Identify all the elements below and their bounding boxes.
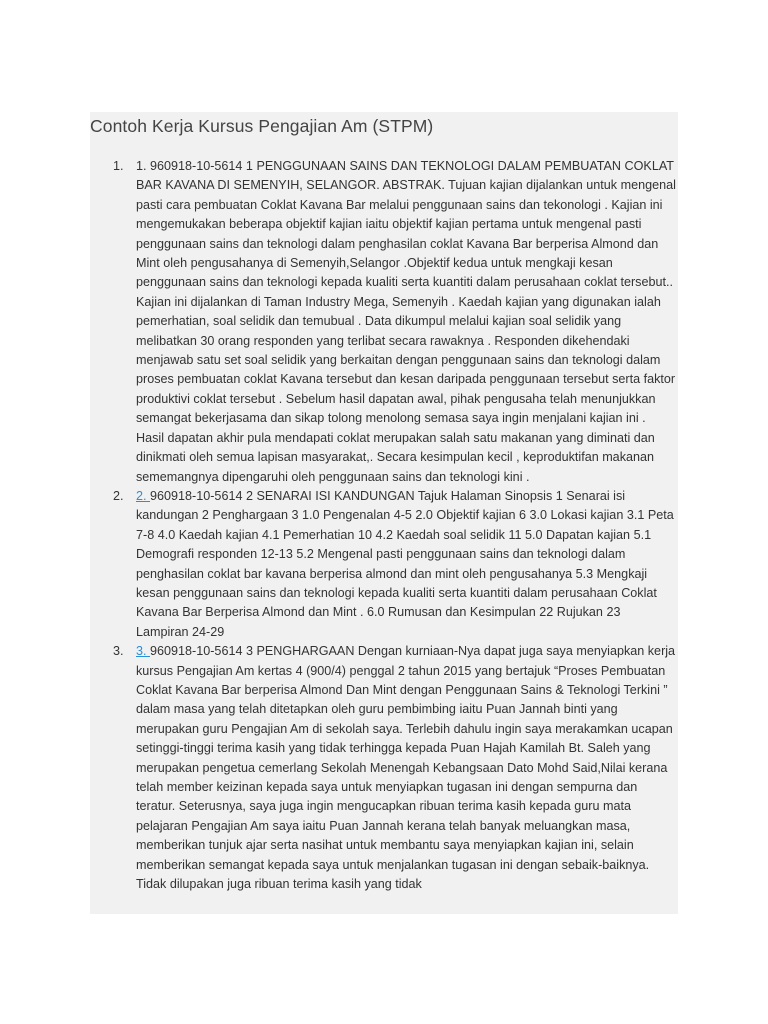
list-item-text: 1. 960918-10-5614 1 PENGGUNAAN SAINS DAN TEKNOLOGI DALAM PEMBUATAN COKLAT BAR KAVANA DI SEMENYIH, SELANGOR. ABSTRAK. Tujuan kajian dijalankan untuk mengenal pasti cara pembuatan Coklat Kavana Bar melalui penggunaan sains dan tekonologi . Kajian ini mengemukakan beberapa objektif kajian iaitu objektif kajian pertama untuk mengenal pasti penggunaan sains dan teknologi dalam penghasilan coklat Kavana Bar berperisa Almond dan Mint oleh pengusahanya di Semenyih,Selangor .Objektif kedua untuk mengkaji kesan penggunaan sains dan teknologi kepada kualiti serta kuantiti dalam perusahaan coklat tersebut.. Kajian ini dijalankan di Taman Industry Mega, Semenyih . Kaedah kajian yang digunakan ialah pemerhatian, soal selidik dan temubual . Data dikumpul melalui kajian soal selidik yang melibatkan 30 orang responden yang terlibat secara rawaknya . Responden dikehendaki menjawab satu set soal selidik yang berkaitan dengan penggunaan sains dan teknologi dalam proses pembuatan coklat Kavana tersebut dan kesan daripada penggunaan tersebut serta faktor produktivi coklat tersebut . Sebelum hasil dapatan awal, pihak pengusaha telah menunjukkan semangat bekerjasama dan sikap tolong menolong semasa saya ingin menjalani kajian ini . Hasil dapatan akhir pula mendapati coklat merupakan salah satu makanan yang diminati dan dinikmati oleh semua lapisan masyarakat,. Secara kesimpulan kecil , keproduktifan makanan sememangnya dipengaruhi oleh penggunaan sains dan teknologi kini . [136, 159, 676, 484]
document-panel [90, 112, 678, 914]
list-item-text: 960918-10-5614 3 PENGHARGAAN Dengan kurniaan-Nya dapat juga saya menyiapkan kerja kursus Pengajian Am kertas 4 (900/4) penggal 2 tahun 2015 yang bertajuk “Proses Pembuatan Coklat Kavana Bar berperisa Almond Dan Mint dengan Penggunaan Sains & Teknologi Terkini ” dalam masa yang telah ditetapkan oleh guru pembimbing iaitu Puan Jannah binti yang merupakan guru Pengajian Am di sekolah saya. Terlebih dahulu ingin saya merakamkan ucapan setinggi-tinggi terima kasih yang tidak terhingga kepada Puan Hajah Kamilah Bt. Saleh yang merupakan pengetua cemerlang Sekolah Menengah Kebangsaan Dato Mohd Said,Nilai kerana telah member keizinan kepada saya untuk menyiapkan tugasan ini dengan sempurna dan teratur. Seterusnya, saya juga ingin mengucapkan ribuan terima kasih kepada guru mata pelajaran Pengajian Am saya iaitu Puan Jannah kerana telah banyak meluangkan masa, memberikan tunjuk ajar serta nasihat untuk membantu saya menyiapkan kajian ini, selain memberikan semangat kepada saya untuk menjalankan tugasan ini dengan sebaik-baiknya. Tidak dilupakan juga ribuan terima kasih yang tidak [136, 644, 676, 892]
list-item-2 [90, 487, 678, 642]
list-item-3 [90, 642, 678, 894]
list-item-text: 960918-10-5614 2 SENARAI ISI KANDUNGAN Tajuk Halaman Sinopsis 1 Senarai isi kandungan 2 Penghargaan 3 1.0 Pengenalan 4-5 2.0 Objektif kajian 6 3.0 Lokasi kajian 3.1 Peta 7-8 4.0 Kaedah kajian 4.1 Pemerhatian 10 4.2 Kaedah soal selidik 11 5.0 Dapatan kajian 5.1 Demografi responden 12-13 5.2 Mengenal pasti penggunaan sains dan teknologi dalam penghasilan coklat bar kavana berperisa almond dan mint oleh pengusahanya 5.3 Mengkaji kesan penggunaan sains dan teknologi kepada kualiti serta kuantiti dalam perusahaan Coklat Kavana Bar Berperisa Almond dan Mint . 6.0 Rumusan dan Kesimpulan 22 Rujukan 23 Lampiran 24-29 [136, 488, 674, 639]
list-item-number: 2. [113, 488, 124, 503]
list-item-1 [90, 157, 678, 487]
content-list [90, 157, 678, 894]
list-item-number: 1. [113, 159, 124, 173]
page-link-3[interactable]: 3. [136, 644, 151, 659]
document-title: Contoh Kerja Kursus Pengajian Am (STPM) [90, 116, 434, 136]
page-link-2[interactable]: 2. [136, 488, 151, 503]
list-item-number: 3. [113, 644, 124, 659]
